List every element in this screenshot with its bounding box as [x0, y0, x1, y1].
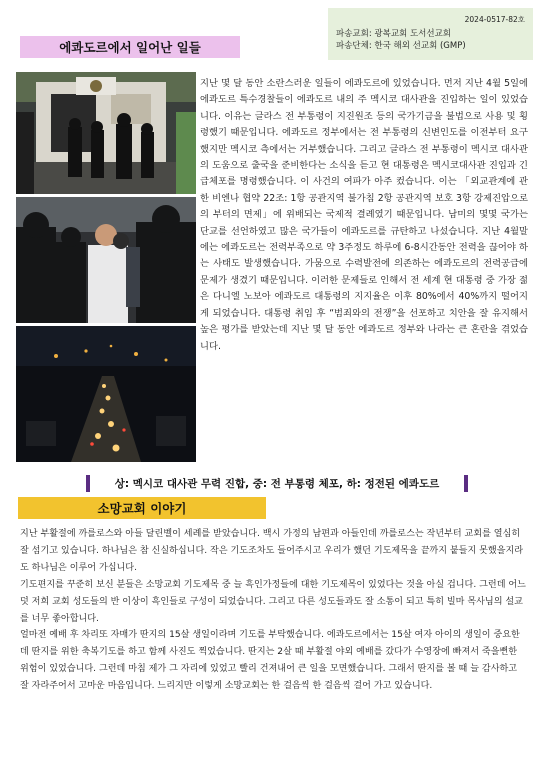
story-paragraph-3: 얼마전 예배 후 차리또 자매가 딴지의 15살 생일이라며 기도를 부탁했습니다. 에콰도르에서는 15살 여자 아이의 생일이 중요한데 딴지를 위한 축복기도를 하고 함께 사진도 찍었습니다. 딴지는 2살 때 부활절 야외 예배를 갔다가 수영장에 빠져서 죽을뻔한 위험이 있었습니다. 그런데 마침 제가 그 자리에 있었고 빨리 건져내어 큰 일을 모면했습니다. 그래서 딴지를 볼 때 늘 감사하고 잘 자라주어서 고마운 마음입니다. 느리지만 이렇게 소망교회는 한 걸음씩 한 걸음씩 걸어 가고 있습니다.	[20, 630, 520, 692]
caption-left-marker	[86, 475, 90, 492]
sending-church: 파송교회: 광복교회 도서선교회	[336, 29, 452, 39]
section2-title: 소망교회 이야기	[18, 497, 266, 519]
section2-story	[20, 526, 526, 695]
header-info-box	[328, 8, 533, 60]
photo-blackout-city	[16, 326, 196, 462]
sending-organization: 파송단체: 한국 해외 선교회 (GMP)	[336, 41, 466, 51]
caption-right-marker	[464, 475, 468, 492]
section1-article: 지난 몇 달 동안 소란스러운 일들이 에콰도르에 있었습니다. 먼저 지난 4월 5일에 에콰도르 특수경찰들이 에콰도르 내의 주 멕시코 대사관을 진입하는 일이 있었습니다. 이유는 글라스 전 부통령이 지진원조 등의 국가기금을 불법으로 사용 및 횡령했기 때문입니다. 에콰도르 정부에서는 전 부통령의 신변인도를 이전부터 요구했지만 멕시코 측에서는 거부했습니다. 그리고 글라스 전 부통령이 멕시코 대사관의 도움으로 출국을 준비한다는 소식을 듣고 현 대통령은 멕시코대사관 진입과 긴급체포를 명령했습니다. 이 사건의 여파가 아주 컸습니다. 이는 「외교관계에 관한 비엔나 협약 22조: 1항 공관지역 불가침 2항 공관지역 보호 3항 강제진압으로의 부터의 면제」에 위배되는 국제적 결례였기 때문입니다. 남미의 몇몇 국가는 단교를 선언하였고 많은 국가들이 에콰도르를 규탄하고 나섰습니다. 지난 4월말에는 에콰도르는 전력부족으로 약 3주정도 하루에 6-8시간동안 전력을 끊어야 하는 사태도 발생했습니다. 가뭄으로 수력발전에 의존하는 에콰도르의 전력공급에 문제가 생겼기 때문입니다. 이러한 문제들로 인해서 전 세계 현 대통령 중 가장 젊은 다니엘 노보아 에콰도르 대통령의 지지율은 이후 80%에서 40%까지 떨어지게 되었습니다. 대통령 취임 후 “범죄와의 전쟁”을 선포하고 치안을 잘 유지해서 높은 평가를 받았는데 지난 몇 달 동안 에콰도르 정부와 나라는 큰 혼란을 겪었습니다.	[200, 78, 528, 352]
document-number: 2024-0517-82호	[464, 15, 525, 24]
photo-embassy-raid	[16, 72, 196, 194]
photo-caption-text: 상: 멕시코 대사관 무력 진합, 중: 전 부통령 체포, 하: 정전된 에콰도르	[114, 478, 440, 490]
section1-title: 에콰도르에서 일어난 일들	[20, 36, 240, 58]
photo-caption	[86, 474, 468, 493]
photo-vice-president-arrest	[16, 197, 196, 323]
story-paragraph-1: 지난 부활절에 까를로스와 아들 달린벨이 세례를 받았습니다. 백시 가정의 남편과 아들인데 까를로스는 작년부터 교회를 열심히 잘 섬기고 있습니다. 하나님은 참 신실하십니다. 작은 기도조차도 들어주시고 우리가 했던 기도제목을 끝까지 붙들지 못했을지라도 하나님은 이루어 가십니다.	[20, 529, 524, 573]
story-paragraph-2: 기도편지를 꾸준히 보신 분들은 소망교회 기도제목 중 늘 흑인가정들에 대한 기도제목이 있었다는 것을 아실 겁니다. 그런데 어느덧 저희 교회 성도들의 반 이상이 흑인들로 구성이 되었습니다. 그리고 다른 성도들과도 잘 소통이 되고 특히 빌마 목사님의 설교를 너무 좋아합니다.	[20, 579, 526, 624]
